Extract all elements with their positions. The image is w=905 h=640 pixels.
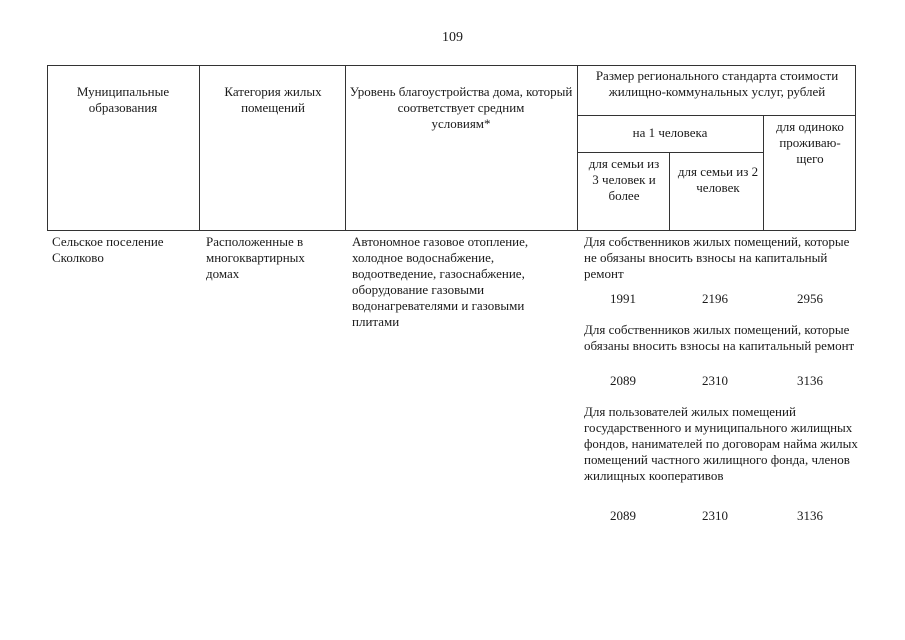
group-1-value-family2: 2196	[702, 291, 728, 306]
cell-amenities: Автономное газовое отопление, холодное водоснабжение, водоотведение, газоснабжение, оборудование газовыми водонагревателями и газовыми плитами	[352, 234, 529, 329]
cell-housing-category: Расположенные в многоквартирных домах	[206, 234, 305, 281]
header-housing-category: Категория жилых помещений	[224, 84, 322, 115]
header-single: для одиноко проживаю-щего	[776, 119, 844, 166]
group-2-value-family3: 2089	[610, 373, 636, 388]
header-family-3: для семьи из 3 человек и более	[588, 156, 660, 203]
group-3-value-family2: 2310	[702, 508, 728, 523]
page-number: 109	[442, 30, 463, 45]
header-amenity-level	[348, 84, 574, 132]
group-2-label: Для собственников жилых помещений, которые обязаны вносить взносы на капитальный ремонт	[584, 322, 855, 353]
group-2-value-family2: 2310	[702, 373, 728, 388]
header-municipalities: Муниципальные образования	[76, 84, 170, 115]
group-2-value-single: 3136	[797, 373, 823, 388]
cell-municipality: Сельское поселение Сколково	[52, 234, 164, 265]
group-3-value-family3: 2089	[610, 508, 636, 523]
header-standard-size: Размер регионального стандарта стоимости жилищно-коммунальных услуг, рублей	[595, 68, 839, 99]
group-3-value-single: 3136	[797, 508, 823, 523]
header-family-2: для семьи из 2 человек	[677, 164, 759, 195]
group-1-label: Для собственников жилых помещений, которые не обязаны вносить взносы на капитальный ремонт	[584, 234, 850, 281]
group-1-value-family3: 1991	[610, 291, 636, 306]
header-amenity-line-1: Уровень благоустройства дома, который	[349, 84, 573, 99]
header-per-person: на 1 человека	[632, 125, 708, 140]
header-amenity-line-2: соответствует средним условиям*	[397, 100, 525, 131]
group-3-label: Для пользователей жилых помещений государственного и муниципального жилищных фондов, нанимателей по договорам найма жилых помещений частного жилищного фонда, членов жилищных кооперативов	[584, 404, 858, 483]
group-1-value-single: 2956	[797, 291, 823, 306]
